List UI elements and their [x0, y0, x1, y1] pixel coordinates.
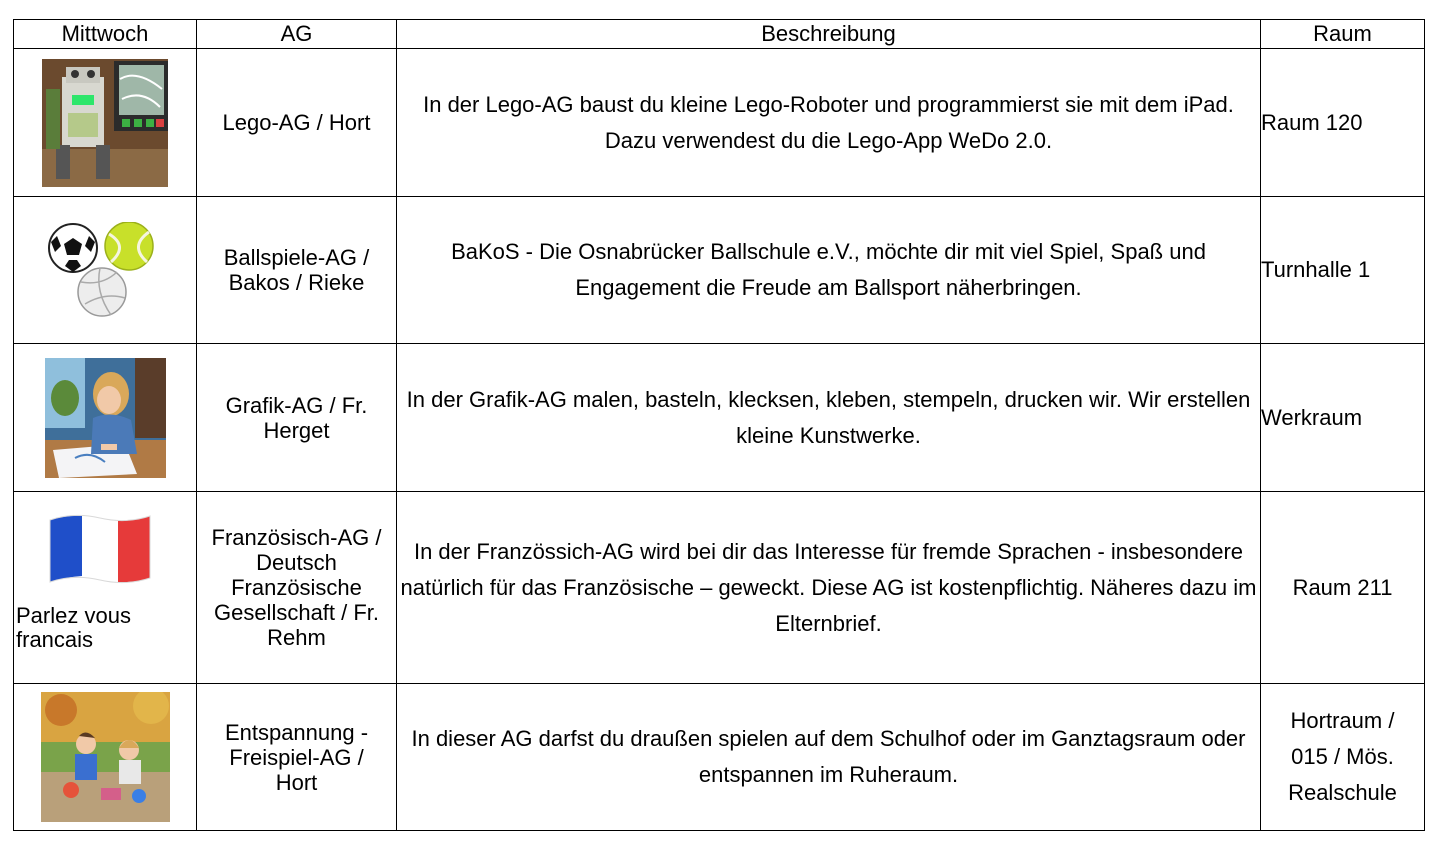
description: In der Französsich-AG wird bei dir das Interesse für fremde Sprachen - insbesondere natürlich für das Französische – geweckt. Diese AG ist kostenpflichtig. Näheres dazu im Elternbrief.	[397, 492, 1261, 684]
room: Werkraum	[1261, 344, 1425, 492]
image-cell	[14, 344, 197, 492]
header-mittwoch: Mittwoch	[14, 20, 197, 49]
ag-name: Lego-AG / Hort	[197, 49, 397, 197]
caption-line: Parlez vous	[16, 603, 131, 628]
ag-line: Ballspiele-AG /	[223, 245, 370, 270]
ag-name	[197, 492, 397, 684]
ag-table	[13, 19, 1425, 831]
header-raum: Raum	[1261, 20, 1425, 49]
caption-line: francais	[16, 627, 94, 652]
ag-line: Hort	[275, 769, 318, 795]
ag-name	[197, 344, 397, 492]
ag-name	[197, 197, 397, 344]
image-cell	[14, 492, 197, 684]
header-row	[14, 20, 1425, 49]
table-row	[14, 492, 1425, 684]
room-line: 015 / Mös.	[1291, 744, 1394, 769]
flag-caption	[14, 604, 196, 652]
room-line: Realschule	[1288, 780, 1397, 805]
table-row	[14, 49, 1425, 197]
girl-drawing-icon	[45, 358, 166, 478]
ag-line: Französisch-AG /	[211, 525, 382, 550]
table-row	[14, 197, 1425, 344]
description: In der Grafik-AG malen, basteln, klecksen, kleben, stempeln, drucken wir. Wir erstellen kleine Kunstwerke.	[397, 344, 1261, 492]
room: Raum 211	[1261, 492, 1425, 684]
ag-line: Bakos / Rieke	[228, 270, 365, 295]
ag-line: Grafik-AG / Fr.	[225, 392, 368, 418]
table-row	[14, 684, 1425, 831]
room-line: Hortraum /	[1290, 708, 1395, 733]
balls-icon	[45, 222, 165, 318]
ag-line: Herget	[263, 417, 330, 443]
image-cell	[14, 684, 197, 831]
french-flag-icon	[48, 512, 152, 586]
children-playing-icon	[41, 692, 170, 822]
lego-robot-ipad-icon	[42, 59, 168, 187]
ag-line: Gesellschaft / Fr.	[213, 600, 380, 625]
image-cell	[14, 197, 197, 344]
description: In dieser AG darfst du draußen spielen auf dem Schulhof oder im Ganztagsraum oder entspannen im Ruheraum.	[397, 684, 1261, 831]
image-cell	[14, 49, 197, 197]
ag-line: Entspannung -	[224, 719, 369, 745]
ag-line: Französische	[231, 575, 362, 600]
description: BaKoS - Die Osnabrücker Ballschule e.V., möchte dir mit viel Spiel, Spaß und Engagement die Freude am Ballsport näherbringen.	[397, 197, 1261, 344]
ag-line: Deutsch	[256, 550, 337, 575]
table-row	[14, 344, 1425, 492]
room: Raum 120	[1261, 49, 1425, 197]
header-beschreibung: Beschreibung	[397, 20, 1261, 49]
room	[1261, 684, 1425, 831]
header-ag: AG	[197, 20, 397, 49]
ag-line: Freispiel-AG /	[229, 744, 364, 770]
ag-line: Rehm	[267, 625, 326, 650]
ag-name	[197, 684, 397, 831]
description: In der Lego-AG baust du kleine Lego-Roboter und programmierst sie mit dem iPad. Dazu verwendest du die Lego-App WeDo 2.0.	[397, 49, 1261, 197]
room: Turnhalle 1	[1261, 197, 1425, 344]
